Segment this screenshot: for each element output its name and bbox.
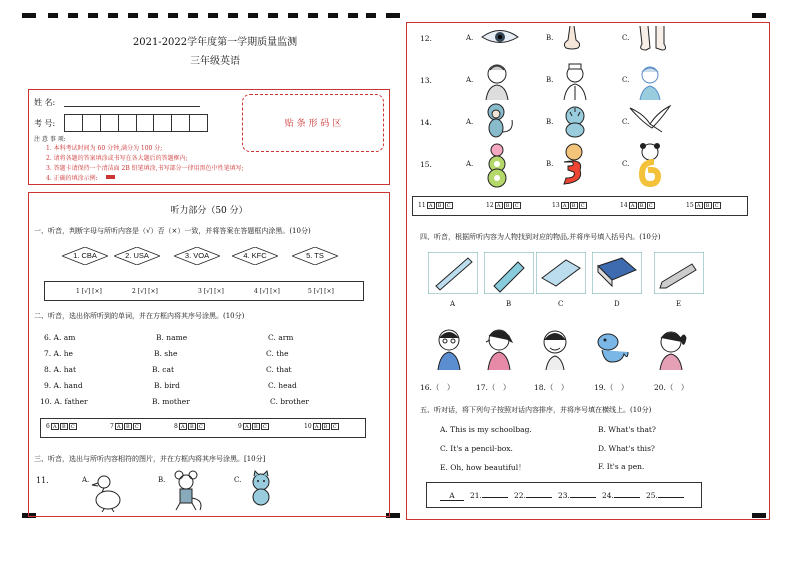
kid-boy-icon <box>434 326 464 370</box>
barcode-label: 贴 条 形 码 区 <box>284 119 342 129</box>
pic-answer-11[interactable]: 11 A B C <box>418 202 453 209</box>
q1-item-3: 3. VOA <box>174 247 214 265</box>
q3-instruction: 三、听音，选出与所听内容相符的图片，并在方框内将其序号涂黑。[10分] <box>34 455 266 463</box>
q4-label-c: C <box>558 300 564 308</box>
q5-instruction: 五、听对话，将下列句子按照对话内容排序，并将序号填在横线上。(10分) <box>420 406 652 414</box>
monkey-icon <box>480 102 516 140</box>
kid-girl-icon <box>484 326 514 370</box>
notes-title: 注 意 事 项: <box>34 136 66 143</box>
q4-blank-20[interactable]: 20.（ ） <box>654 383 689 392</box>
id-boxes[interactable] <box>64 114 208 132</box>
q2-instruction: 二、听音，选出你所听到的单词，并在方框内将其序号涂黑。(10分) <box>34 312 245 320</box>
listening-section <box>28 192 390 517</box>
q4-blank-18[interactable]: 18.（ ） <box>534 383 569 392</box>
pencil-icon <box>654 252 704 294</box>
q1-answer-3[interactable]: 3 [√] [×] <box>198 288 224 295</box>
q1-instruction: 一、听音，判断字母与所听内容是（√）否（×）一致，并将答案在答题框内涂黑。(10分) <box>34 227 311 235</box>
boy-icon <box>636 62 664 100</box>
feet-icon <box>636 24 670 52</box>
q3-option-b: B. <box>158 476 166 484</box>
q5-blank-24[interactable]: 24. <box>602 491 640 500</box>
ruler-icon <box>428 252 478 294</box>
book-icon <box>592 252 642 294</box>
q3-option-a: A. <box>82 476 90 484</box>
q4-blank-17[interactable]: 17.（ ） <box>476 383 511 392</box>
note-4: 4. 正确的填涂示例: <box>46 175 98 182</box>
doctor-icon <box>560 62 590 100</box>
panda-six-icon <box>634 142 666 188</box>
q2-answer-10[interactable]: 10 A B C <box>304 423 339 430</box>
q3-option-c: C. <box>234 476 242 484</box>
dinosaur-icon <box>594 332 630 366</box>
note-3: 3. 答题卡请保持一个清洁面 2B 铅笔填涂,书写部分一律用黑色中性笔填写; <box>46 165 244 172</box>
mouse-eight-icon <box>482 142 512 188</box>
kid-ponytail-icon <box>656 326 688 370</box>
q4-label-e: E <box>676 300 682 308</box>
q1-item-5: 5. TS <box>292 247 332 265</box>
fill-example <box>106 175 115 179</box>
mouse-icon <box>166 470 206 512</box>
q5-blank-22[interactable]: 22. <box>514 491 552 500</box>
listening-title: 听力部分（50 分） <box>170 206 248 216</box>
nose-icon <box>560 24 584 52</box>
eye-icon <box>480 28 520 46</box>
kid-child-icon <box>540 326 570 370</box>
q4-label-a: A <box>450 300 456 308</box>
q4-blank-19[interactable]: 19.（ ） <box>594 383 629 392</box>
q4-instruction: 四、听音，根据所听内容为人物找到对应的物品,并将序号填入括号内。(10分) <box>420 233 661 241</box>
q1-item-4: 4. KFC <box>232 247 272 265</box>
q5-blank-25[interactable]: 25. <box>646 491 684 500</box>
pic-answer-12[interactable]: 12 A B C <box>486 202 521 209</box>
cat-icon <box>244 470 278 508</box>
name-line[interactable] <box>64 106 200 107</box>
q5-answer-a: A <box>440 491 464 501</box>
page-title: 2021-2022学年度第一学期质量监测 <box>132 37 298 48</box>
duck-icon <box>90 472 126 512</box>
man-icon <box>482 62 512 100</box>
q1-answer-2[interactable]: 2 [√] [×] <box>132 288 158 295</box>
page-subtitle: 三年级英语 <box>190 56 240 67</box>
tiger-icon <box>558 104 592 138</box>
q4-label-b: B <box>506 300 512 308</box>
bird-icon <box>628 104 672 134</box>
pencil-box-icon <box>536 252 586 294</box>
id-label: 考 号: <box>34 119 56 128</box>
marker-icon <box>484 252 534 294</box>
q1-answer-4[interactable]: 4 [√] [×] <box>254 288 280 295</box>
note-1: 1. 本科考试时间为 60 分钟,满分为 100 分; <box>46 145 163 152</box>
q2-answer-8[interactable]: 8 A B C <box>174 423 205 430</box>
q1-item-2: 2. USA <box>114 247 154 265</box>
q5-blank-23[interactable]: 23. <box>558 491 596 500</box>
q2-answer-9[interactable]: 9 A B C <box>238 423 269 430</box>
q2-answer-6[interactable]: 6 A B C <box>46 423 77 430</box>
pic-answer-14[interactable]: 14 A B C <box>620 202 655 209</box>
lion-three-icon <box>558 142 590 188</box>
q2-answer-7[interactable]: 7 A B C <box>110 423 141 430</box>
name-label: 姓 名: <box>34 98 56 107</box>
q1-answer-5[interactable]: 5 [√] [×] <box>308 288 334 295</box>
q1-answer-1[interactable]: 1 [√] [×] <box>76 288 102 295</box>
q3-num: 11. <box>36 476 49 485</box>
q4-label-d: D <box>614 300 620 308</box>
pic-answer-13[interactable]: 13 A B C <box>552 202 587 209</box>
q1-item-1: 1. CBA <box>62 247 102 265</box>
q5-blank-21[interactable]: 21. <box>470 491 508 500</box>
q4-blank-16[interactable]: 16.（ ） <box>420 383 455 392</box>
pic-answer-15[interactable]: 15 A B C <box>686 202 721 209</box>
note-2: 2. 请将各题的答案填涂或书写在各大题后的答题框内; <box>46 155 188 162</box>
